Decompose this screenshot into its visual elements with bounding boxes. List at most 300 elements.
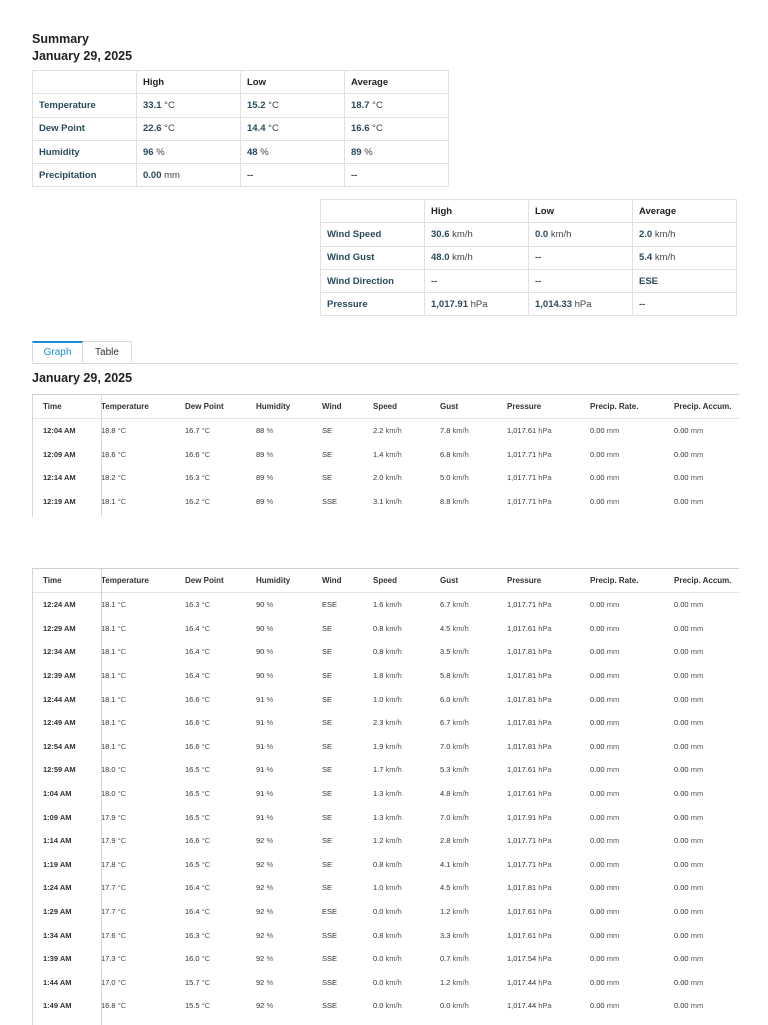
- cell-value: 12:59 AM: [43, 765, 76, 775]
- cell-value: 92: [256, 977, 265, 987]
- cell-unit: °C: [117, 930, 127, 940]
- table-cell: [32, 782, 101, 806]
- cell-value: 8.8: [440, 497, 451, 507]
- table-cell: [440, 443, 507, 467]
- table-cell: [32, 640, 101, 664]
- cell-value: 0.8: [373, 859, 384, 869]
- summary-value-high: [425, 246, 529, 269]
- cell-value: 89: [256, 449, 265, 459]
- table-cell: [322, 664, 373, 688]
- cell-unit: %: [266, 647, 274, 657]
- table-cell: [256, 443, 322, 467]
- cell-value: 16.6: [185, 694, 200, 704]
- table-cell: [185, 419, 256, 443]
- table-cell: [373, 419, 440, 443]
- summary-row: [321, 246, 737, 269]
- summary-row-label: Wind Speed: [321, 223, 425, 246]
- table-row: [32, 617, 739, 641]
- cell-value: 17.7: [101, 883, 116, 893]
- cell-unit: °C: [117, 907, 127, 917]
- cell-unit: °C: [201, 812, 211, 822]
- cell-value: 91: [256, 741, 265, 751]
- tab-graph[interactable]: Graph: [32, 341, 83, 362]
- cell-unit: km/h: [385, 859, 402, 869]
- cell-unit: mm: [690, 426, 704, 436]
- cell-value: 0.00: [674, 694, 689, 704]
- table-cell: [256, 923, 322, 947]
- cell-unit: km/h: [385, 741, 402, 751]
- cell-value: 18.0: [101, 789, 116, 799]
- cell-value: 0.00: [590, 694, 605, 704]
- cell-unit: km/h: [452, 694, 469, 704]
- cell-unit: mm: [690, 647, 704, 657]
- summary-row-label: Humidity: [33, 140, 137, 163]
- table-cell: [322, 805, 373, 829]
- cell-value: 88: [256, 426, 265, 436]
- cell-unit: %: [266, 883, 274, 893]
- table-cell: [322, 971, 373, 995]
- cell-value: 18.1: [101, 671, 116, 681]
- cell-unit: mm: [606, 497, 620, 507]
- cell-value: 0.00: [590, 473, 605, 483]
- table-cell: [440, 923, 507, 947]
- summary-value-avg: [345, 164, 449, 187]
- cell-unit: km/h: [385, 1001, 402, 1011]
- table-cell: [101, 687, 185, 711]
- table-cell: [101, 593, 185, 617]
- cell-value: SSE: [322, 977, 338, 987]
- cell-value: 18.2: [101, 473, 116, 483]
- cell-unit: mm: [690, 765, 704, 775]
- table-row: [32, 419, 739, 443]
- table-cell: [32, 947, 101, 971]
- table-cell: [32, 490, 101, 514]
- cell-unit: km/h: [452, 741, 469, 751]
- table-cell: [507, 947, 590, 971]
- cell-unit: km/h: [385, 836, 402, 846]
- table-cell: [440, 994, 507, 1018]
- cell-unit: mm: [606, 718, 620, 728]
- cell-unit: mm: [606, 930, 620, 940]
- cell-value: 12:54 AM: [43, 741, 76, 751]
- summary-row: [33, 140, 449, 163]
- cell-value: 12:24 AM: [43, 600, 76, 610]
- cell-value: 12:44 AM: [43, 694, 76, 704]
- observations-table-2-container[interactable]: [32, 568, 739, 1025]
- cell-unit: km/h: [452, 647, 469, 657]
- table-cell: [101, 805, 185, 829]
- table-cell: [322, 900, 373, 924]
- cell-unit: mm: [606, 426, 620, 436]
- cell-value: 1:49 AM: [43, 1001, 72, 1011]
- cell-value: 16.4: [185, 647, 200, 657]
- cell-value: 17.9: [101, 812, 116, 822]
- table-cell: [256, 971, 322, 995]
- table-cell: [101, 900, 185, 924]
- cell-value: 89: [256, 497, 265, 507]
- table-cell: [32, 876, 101, 900]
- cell-value: 12:19 AM: [43, 497, 76, 507]
- summary-value-number: 2.0: [639, 228, 653, 240]
- table-cell: [590, 466, 674, 490]
- table-cell: [440, 617, 507, 641]
- cell-value: 0.00: [674, 789, 689, 799]
- summary-value-unit: %: [260, 146, 269, 158]
- cell-unit: mm: [606, 812, 620, 822]
- table-cell: [590, 687, 674, 711]
- cell-value: SE: [322, 883, 333, 893]
- cell-value: SE: [322, 694, 333, 704]
- table-cell: [256, 782, 322, 806]
- cell-unit: km/h: [385, 473, 402, 483]
- summary-value-number: 1,014.33: [535, 298, 572, 310]
- summary-value-unit: hPa: [470, 298, 488, 310]
- cell-value: 18.1: [101, 741, 116, 751]
- table-cell: [101, 735, 185, 759]
- table-cell: [674, 876, 739, 900]
- cell-unit: %: [266, 765, 274, 775]
- cell-unit: %: [266, 426, 274, 436]
- cell-unit: hPa: [538, 623, 552, 633]
- table-row: [32, 782, 739, 806]
- cell-value: 1,017.81: [507, 694, 537, 704]
- table-cell: [256, 664, 322, 688]
- cell-value: 1.6: [373, 600, 384, 610]
- summary-row-label: Precipitation: [33, 164, 137, 187]
- table-cell: [373, 971, 440, 995]
- cell-value: 0.00: [590, 449, 605, 459]
- cell-unit: mm: [606, 671, 620, 681]
- table-cell: [674, 466, 739, 490]
- table-cell: [674, 805, 739, 829]
- observations-table-1-container[interactable]: [32, 394, 739, 517]
- cell-unit: hPa: [538, 977, 552, 987]
- table-cell: [590, 782, 674, 806]
- cell-unit: °C: [117, 694, 127, 704]
- table-cell: [322, 923, 373, 947]
- table-cell: [373, 829, 440, 853]
- cell-value: 16.4: [185, 907, 200, 917]
- table-cell: [373, 490, 440, 514]
- summary-value-number: --: [247, 169, 254, 181]
- table-cell: [322, 758, 373, 782]
- summary-value-low: [241, 164, 345, 187]
- column-header: Precip. Rate.: [590, 395, 674, 419]
- cell-unit: mm: [606, 907, 620, 917]
- cell-value: 0.00: [674, 718, 689, 728]
- cell-value: 1:24 AM: [43, 883, 72, 893]
- cell-unit: °C: [117, 426, 127, 436]
- cell-unit: hPa: [538, 765, 552, 775]
- cell-value: SE: [322, 765, 333, 775]
- tab-table[interactable]: Table: [83, 341, 132, 362]
- table-row: [32, 490, 739, 514]
- cell-unit: °C: [117, 473, 127, 483]
- cell-value: SSE: [322, 930, 338, 940]
- cell-unit: mm: [606, 789, 620, 799]
- table-row: [32, 758, 739, 782]
- cell-unit: mm: [606, 623, 620, 633]
- cell-unit: °C: [201, 426, 211, 436]
- table-cell: [373, 687, 440, 711]
- table-cell: [440, 490, 507, 514]
- table-cell: [101, 947, 185, 971]
- summary-value-number: --: [351, 169, 358, 181]
- table-cell: [322, 466, 373, 490]
- table-cell: [32, 664, 101, 688]
- table-row: [32, 711, 739, 735]
- table-cell: [32, 419, 101, 443]
- table-cell: [256, 853, 322, 877]
- cell-unit: mm: [690, 1001, 704, 1011]
- table-cell: [322, 853, 373, 877]
- cell-unit: mm: [606, 600, 620, 610]
- cell-value: 0.00: [590, 600, 605, 610]
- summary-value-unit: °C: [164, 99, 175, 111]
- table-cell: [674, 640, 739, 664]
- summary-col-average: Average: [633, 200, 737, 223]
- table-cell: [373, 640, 440, 664]
- cell-unit: km/h: [452, 789, 469, 799]
- cell-unit: hPa: [538, 836, 552, 846]
- cell-value: 16.5: [185, 789, 200, 799]
- cell-value: 18.6: [101, 449, 116, 459]
- cell-unit: km/h: [452, 977, 469, 987]
- cell-value: 0.8: [373, 623, 384, 633]
- summary-row-label: Wind Gust: [321, 246, 425, 269]
- cell-value: 0.00: [674, 883, 689, 893]
- cell-value: 16.3: [185, 473, 200, 483]
- table-row: [32, 735, 739, 759]
- cell-value: 0.00: [674, 1001, 689, 1011]
- cell-value: 18.0: [101, 765, 116, 775]
- table-row: [32, 923, 739, 947]
- cell-unit: hPa: [538, 954, 552, 964]
- cell-value: 17.8: [101, 859, 116, 869]
- cell-unit: km/h: [452, 623, 469, 633]
- cell-unit: mm: [606, 765, 620, 775]
- table-cell: [440, 971, 507, 995]
- cell-value: 3.5: [440, 647, 451, 657]
- table-cell: [256, 994, 322, 1018]
- table-cell: [373, 994, 440, 1018]
- table-cell: [590, 805, 674, 829]
- table-cell: [590, 971, 674, 995]
- cell-unit: %: [266, 741, 274, 751]
- cell-value: 92: [256, 836, 265, 846]
- table-cell: [590, 593, 674, 617]
- summary-corner-cell: [321, 200, 425, 223]
- cell-value: 0.0: [373, 1001, 384, 1011]
- cell-value: SSE: [322, 954, 338, 964]
- cell-value: 1.7: [373, 765, 384, 775]
- table-row: [32, 466, 739, 490]
- table-cell: [32, 923, 101, 947]
- table-cell: [674, 923, 739, 947]
- table-cell: [507, 805, 590, 829]
- cell-value: 4.1: [440, 859, 451, 869]
- cell-unit: km/h: [385, 671, 402, 681]
- cell-value: 1,017.44: [507, 1001, 537, 1011]
- cell-unit: mm: [690, 449, 704, 459]
- table-cell: [256, 419, 322, 443]
- table-row: [32, 443, 739, 467]
- column-header: Pressure: [507, 395, 590, 419]
- table-cell: [590, 640, 674, 664]
- summary-value-number: 33.1: [143, 99, 162, 111]
- cell-value: 1:09 AM: [43, 812, 72, 822]
- summary-value-high: [425, 223, 529, 246]
- summary-value-avg: [345, 117, 449, 140]
- cell-value: 0.00: [674, 977, 689, 987]
- cell-value: 0.00: [674, 859, 689, 869]
- table-cell: [101, 711, 185, 735]
- observations-table-1: [32, 395, 739, 513]
- table-cell: [590, 735, 674, 759]
- table-cell: [101, 923, 185, 947]
- table-cell: [101, 664, 185, 688]
- summary-value-avg: [633, 246, 737, 269]
- cell-unit: hPa: [538, 449, 552, 459]
- table-cell: [101, 419, 185, 443]
- summary-row: [33, 117, 449, 140]
- summary-value-low: [529, 246, 633, 269]
- summary-value-number: 18.7: [351, 99, 370, 111]
- cell-unit: °C: [117, 671, 127, 681]
- summary-value-low: [529, 223, 633, 246]
- cell-value: 16.6: [185, 741, 200, 751]
- table-cell: [674, 419, 739, 443]
- cell-value: 1,017.81: [507, 883, 537, 893]
- cell-unit: %: [266, 977, 274, 987]
- table-cell: [256, 735, 322, 759]
- table-cell: [185, 947, 256, 971]
- cell-value: 4.5: [440, 623, 451, 633]
- cell-unit: mm: [606, 859, 620, 869]
- cell-unit: km/h: [452, 671, 469, 681]
- cell-unit: km/h: [385, 497, 402, 507]
- table-cell: [185, 971, 256, 995]
- cell-unit: km/h: [452, 1001, 469, 1011]
- cell-value: 0.00: [674, 930, 689, 940]
- cell-unit: °C: [117, 836, 127, 846]
- summary-value-unit: °C: [268, 123, 279, 135]
- table-cell: [256, 829, 322, 853]
- table-cell: [256, 711, 322, 735]
- summary-value-unit: km/h: [452, 252, 473, 264]
- cell-unit: °C: [201, 694, 211, 704]
- summary-value-unit: °C: [268, 99, 279, 111]
- cell-value: 1.2: [373, 836, 384, 846]
- cell-value: 0.8: [373, 647, 384, 657]
- summary-value-number: --: [639, 298, 646, 310]
- cell-unit: °C: [201, 954, 211, 964]
- cell-value: 1.2: [440, 977, 451, 987]
- cell-value: SE: [322, 623, 333, 633]
- cell-unit: km/h: [385, 765, 402, 775]
- table-cell: [32, 711, 101, 735]
- cell-unit: mm: [690, 473, 704, 483]
- table-row: [32, 876, 739, 900]
- column-header: Time: [32, 569, 101, 593]
- cell-value: SSE: [322, 497, 338, 507]
- cell-unit: mm: [690, 671, 704, 681]
- cell-unit: km/h: [385, 623, 402, 633]
- table-cell: [373, 664, 440, 688]
- cell-value: 7.0: [440, 741, 451, 751]
- table-cell: [256, 876, 322, 900]
- table-cell: [440, 900, 507, 924]
- table-cell: [440, 853, 507, 877]
- cell-value: 0.0: [373, 954, 384, 964]
- table-cell: [674, 853, 739, 877]
- table-cell: [322, 593, 373, 617]
- cell-unit: hPa: [538, 600, 552, 610]
- cell-value: 0.00: [674, 473, 689, 483]
- cell-value: 0.0: [373, 977, 384, 987]
- table-cell: [674, 490, 739, 514]
- table-cell: [185, 640, 256, 664]
- table-cell: [256, 466, 322, 490]
- cell-value: 16.5: [185, 812, 200, 822]
- cell-value: 1,017.91: [507, 812, 537, 822]
- cell-value: 17.9: [101, 836, 116, 846]
- table-cell: [185, 805, 256, 829]
- summary-value-number: --: [535, 275, 542, 287]
- cell-unit: km/h: [385, 977, 402, 987]
- cell-unit: mm: [690, 623, 704, 633]
- column-header: Dew Point: [185, 569, 256, 593]
- table-cell: [590, 711, 674, 735]
- table-cell: [507, 711, 590, 735]
- cell-unit: km/h: [385, 954, 402, 964]
- cell-unit: hPa: [538, 812, 552, 822]
- summary-row-label: Pressure: [321, 293, 425, 316]
- cell-value: 1,017.54: [507, 954, 537, 964]
- cell-unit: °C: [201, 789, 211, 799]
- table-row: [32, 664, 739, 688]
- view-tabs: [32, 341, 738, 364]
- table-cell: [256, 900, 322, 924]
- cell-unit: °C: [117, 883, 127, 893]
- cell-value: 1,017.71: [507, 836, 537, 846]
- table-cell: [322, 640, 373, 664]
- column-header: Precip. Rate.: [590, 569, 674, 593]
- table-cell: [101, 466, 185, 490]
- table-cell: [507, 994, 590, 1018]
- cell-value: 90: [256, 623, 265, 633]
- cell-value: 16.0: [185, 954, 200, 964]
- cell-unit: hPa: [538, 647, 552, 657]
- cell-unit: mm: [690, 600, 704, 610]
- cell-value: 1.8: [373, 671, 384, 681]
- cell-unit: %: [266, 954, 274, 964]
- table-cell: [256, 687, 322, 711]
- cell-unit: mm: [606, 647, 620, 657]
- table-cell: [674, 711, 739, 735]
- cell-value: 1.2: [440, 907, 451, 917]
- cell-value: 17.6: [101, 930, 116, 940]
- cell-value: 1.4: [373, 449, 384, 459]
- cell-value: 0.00: [590, 765, 605, 775]
- table-cell: [373, 593, 440, 617]
- table-cell: [101, 443, 185, 467]
- table-cell: [507, 419, 590, 443]
- cell-value: 18.1: [101, 497, 116, 507]
- table-cell: [32, 593, 101, 617]
- cell-value: 92: [256, 930, 265, 940]
- cell-value: 90: [256, 647, 265, 657]
